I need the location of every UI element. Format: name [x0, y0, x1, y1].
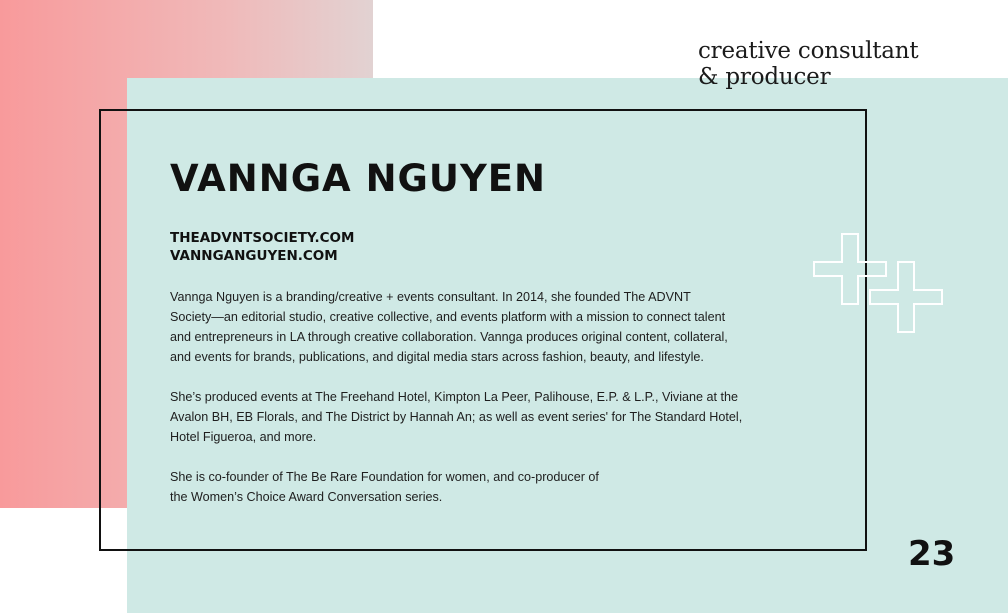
- bio-paragraph-2: [170, 387, 820, 447]
- page-number: 23: [908, 534, 956, 574]
- bio-line: Avalon BH, EB Florals, and The District by Hannah An; as well as event series' for The Standard Hotel,: [170, 410, 743, 424]
- plus-outline-2-icon: [870, 262, 942, 332]
- bio-paragraph-3: [170, 467, 820, 507]
- link-vannga-nguyen[interactable]: VANNGANGUYEN.COM: [170, 248, 338, 264]
- bio-line: the Women’s Choice Award Conversation series.: [170, 490, 443, 504]
- role-tagline: [698, 38, 918, 90]
- bio-line: Society—an editorial studio, creative collective, and events platform with a mission to connect talent: [170, 310, 726, 324]
- plus-outline-1-icon: [814, 234, 886, 304]
- link-advnt-society[interactable]: THEADVNTSOCIETY.COM: [170, 230, 355, 246]
- bio-line: Vannga Nguyen is a branding/creative + events consultant. In 2014, she founded The ADVNT: [170, 290, 691, 304]
- bio-line: and entrepreneurs in LA through creative collaboration. Vannga produces original content, collateral,: [170, 330, 728, 344]
- bio-paragraph-1: [170, 287, 820, 367]
- tagline-line-1: creative consultant: [698, 38, 919, 64]
- bio-line: She’s produced events at The Freehand Hotel, Kimpton La Peer, Palihouse, E.P. & L.P., Viviane at the: [170, 390, 739, 404]
- bio-line: Hotel Figueroa, and more.: [170, 430, 317, 444]
- bio-line: and events for brands, publications, and digital media stars across fashion, beauty, and lifestyle.: [170, 350, 704, 364]
- profile-name: VANNGA NGUYEN: [170, 157, 546, 200]
- bio-text: [170, 287, 820, 527]
- bio-line: She is co-founder of The Be Rare Foundation for women, and co-producer of: [170, 470, 599, 484]
- website-links: [170, 229, 354, 265]
- tagline-line-2: & producer: [698, 64, 831, 90]
- double-plus-outline-icon: [812, 232, 944, 334]
